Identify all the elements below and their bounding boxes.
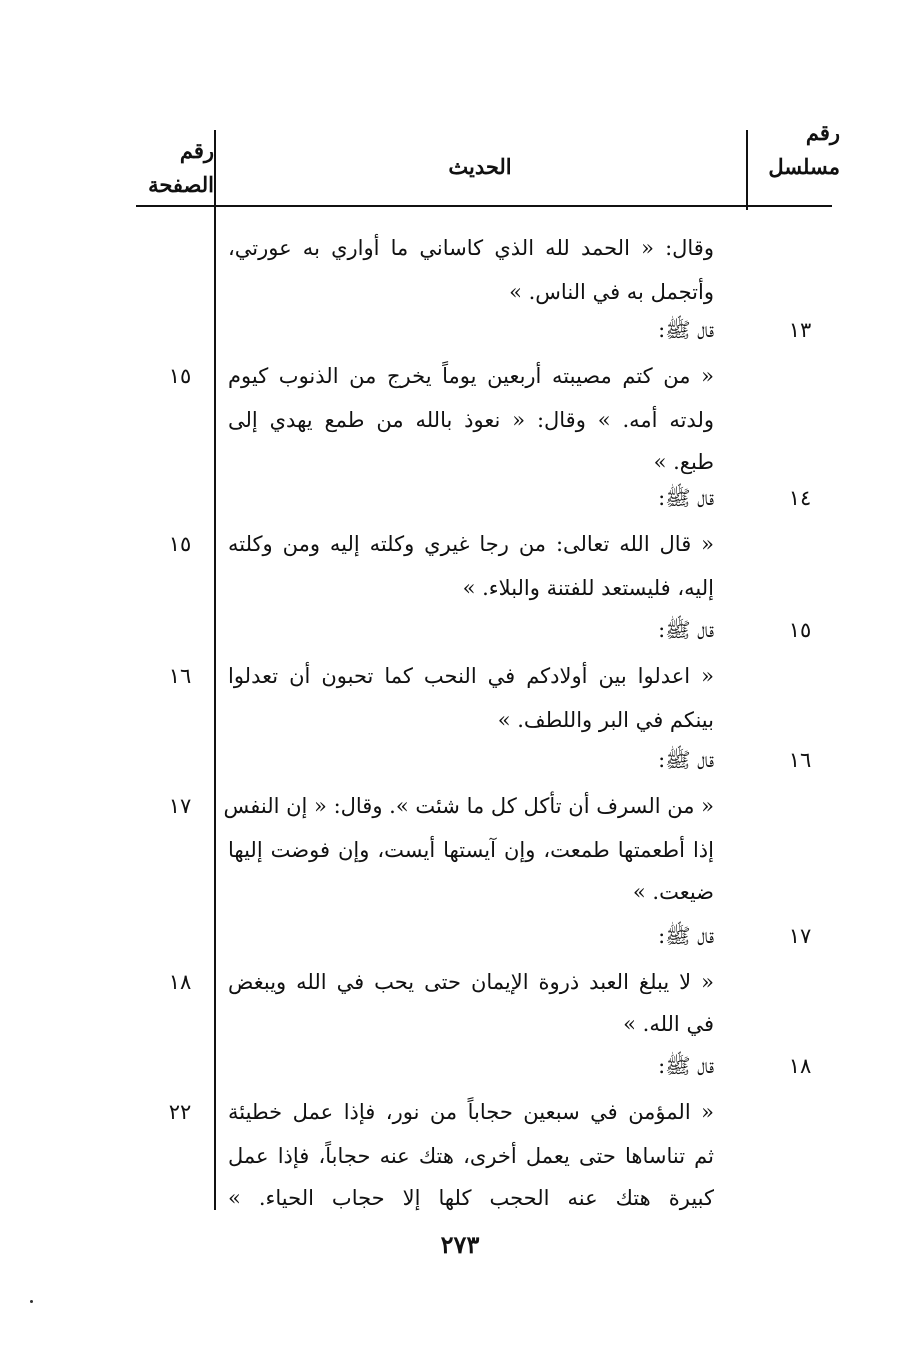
- hadith-intro-line: قال ﷺ:: [658, 748, 714, 772]
- hadith-text-line: ضيعت. »: [632, 880, 714, 904]
- hadith-text-line: كبيرة هتك عنه الحجب كلها إلا حجاب الحياء. »: [228, 1186, 714, 1210]
- page-number: ٢٧٣: [440, 1230, 480, 1259]
- column-divider-left: [214, 130, 216, 1210]
- serial-number: ١٧: [788, 924, 812, 948]
- serial-number: ١٨: [788, 1054, 812, 1078]
- serial-number: ١٤: [788, 486, 812, 510]
- hadith-text-line: وأتجمل به في الناس. »: [509, 280, 714, 304]
- serial-number-header: رقم مسلسل: [768, 120, 840, 179]
- hadith-text-line: إذا أطعمتها طمعت، وإن آيستها أيست، وإن فوضت إليها: [228, 838, 714, 862]
- hadith-text-line: في الله. »: [623, 1012, 714, 1036]
- serial-number: ١٥: [788, 618, 812, 642]
- hadith-text-line: إليه، فليستعد للفتنة والبلاء. »: [462, 576, 714, 600]
- header-divider-right: [746, 130, 748, 210]
- serial-number: ١٣: [788, 318, 812, 342]
- serial-number: ١٦: [788, 748, 812, 772]
- hadith-text-line: بينكم في البر واللطف. »: [497, 708, 714, 732]
- page-number-header: رقم الصفحة: [148, 138, 214, 197]
- hadith-text-line: « اعدلوا بين أولادكم في النحب كما تحبون أن تعدلوا: [228, 664, 714, 688]
- hadith-text-line: طبع. »: [653, 450, 714, 474]
- page-reference: ١٨: [168, 970, 192, 994]
- hadith-text-line: « قال الله تعالى: من رجا غيري وكلته إليه ومن وكلته: [228, 532, 714, 556]
- page-reference: ٢٢: [168, 1100, 192, 1124]
- hadith-text-line: « لا يبلغ العبد ذروة الإيمان حتى يحب في الله ويبغض: [228, 970, 714, 994]
- scan-speck: [30, 1300, 33, 1303]
- hadith-header: الحديث: [448, 154, 512, 179]
- hadith-intro-line: قال ﷺ:: [658, 1054, 714, 1078]
- page-reference: ١٦: [168, 664, 192, 688]
- page-reference: ١٧: [168, 794, 192, 818]
- header-underline: [136, 205, 832, 207]
- hadith-text-line: ثم تناساها حتى يعمل أخرى، هتك عنه حجاباً، فإذا عمل: [228, 1144, 714, 1168]
- hadith-text-line: وقال: « الحمد لله الذي كاساني ما أواري به عورتي،: [228, 236, 714, 260]
- hadith-intro-line: قال ﷺ:: [658, 486, 714, 510]
- hadith-text-line: ولدته أمه. » وقال: « نعوذ بالله من طمع يهدي إلى: [228, 408, 714, 432]
- hadith-text-line: « من السرف أن تأكل كل ما شئت ». وقال: « إن النفس: [223, 794, 714, 818]
- hadith-text-line: « من كتم مصيبته أربعين يوماً يخرج من الذنوب كيوم: [228, 364, 714, 388]
- hadith-intro-line: قال ﷺ:: [658, 924, 714, 948]
- hadith-intro-line: قال ﷺ:: [658, 318, 714, 342]
- hadith-intro-line: قال ﷺ:: [658, 618, 714, 642]
- page-reference: ١٥: [168, 364, 192, 388]
- hadith-text-line: « المؤمن في سبعين حجاباً من نور، فإذا عمل خطيئة: [228, 1100, 714, 1124]
- page-reference: ١٥: [168, 532, 192, 556]
